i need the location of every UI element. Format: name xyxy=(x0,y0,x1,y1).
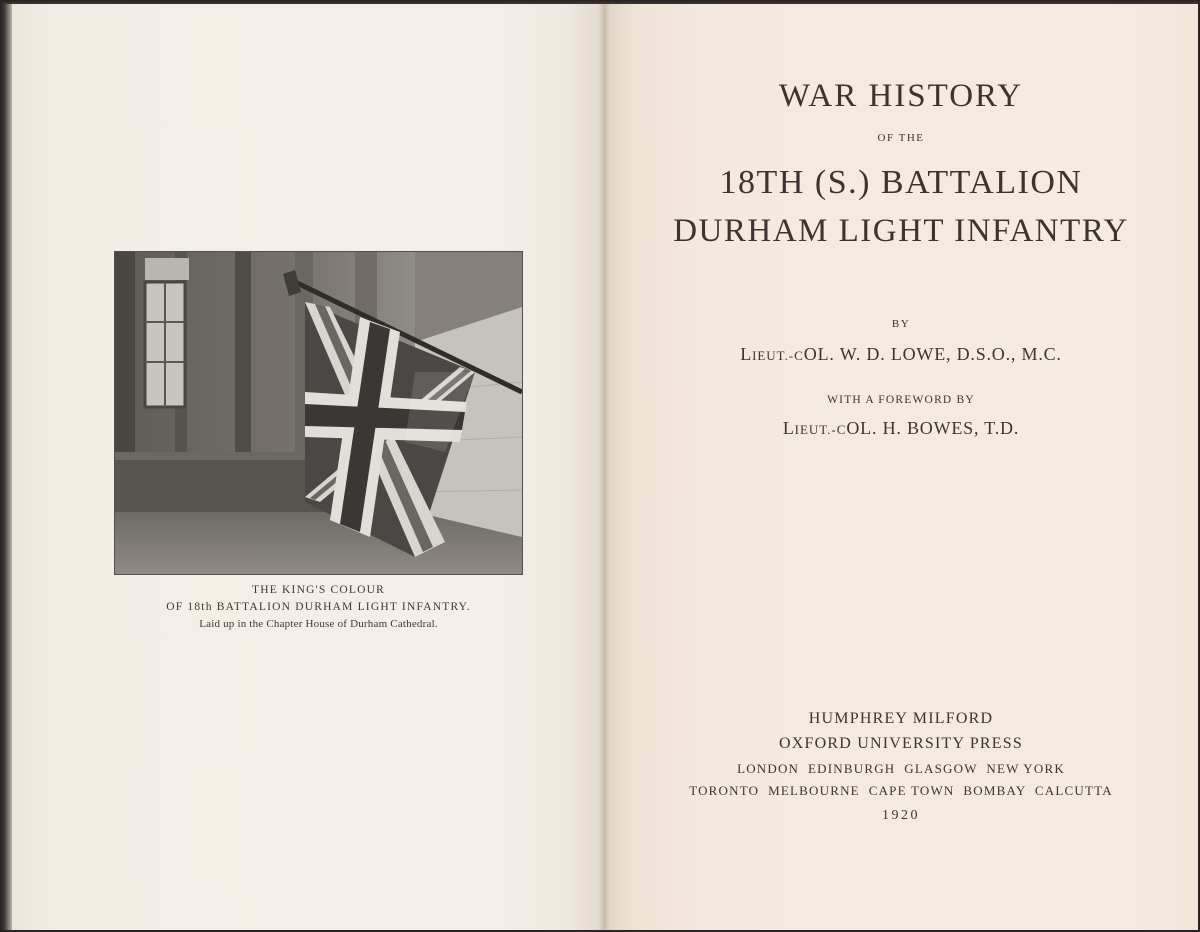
plate-caption-note: Laid up in the Chapter House of Durham Cathedral. xyxy=(199,618,438,630)
publisher-name: HUMPHREY MILFORD xyxy=(808,710,994,727)
foreword-label: WITH A FOREWORD BY xyxy=(827,394,975,406)
plate-caption-title: THE KING'S COLOUR xyxy=(252,584,385,596)
author-line xyxy=(604,344,1198,365)
flag-in-chapter-house-image xyxy=(115,252,522,574)
foreword-rank-initial2: OL. xyxy=(846,418,878,438)
author-rank-rest: IEUT.-C xyxy=(752,348,804,363)
book-title: WAR HISTORY xyxy=(778,78,1024,114)
frontispiece-page xyxy=(12,4,604,930)
foreword-rank-initial: L xyxy=(782,418,795,438)
page-edge xyxy=(4,4,12,930)
press-name: OXFORD UNIVERSITY PRESS xyxy=(779,735,1023,752)
publisher-cities-line-1: LONDON EDINBURGH GLASGOW NEW YORK xyxy=(737,761,1065,776)
foreword-author-name: H. BOWES, T.D. xyxy=(882,418,1020,438)
publication-year: 1920 xyxy=(882,808,920,823)
publisher-cities-line-2: TORONTO MELBOURNE CAPE TOWN BOMBAY CALCUTTA xyxy=(689,783,1113,798)
author-name: W. D. LOWE, D.S.O., M.C. xyxy=(839,344,1062,364)
battalion-name: 18TH (S.) BATTALION xyxy=(719,164,1083,201)
author-rank-initial: L xyxy=(740,344,753,364)
by-line-label: BY xyxy=(891,318,911,330)
regiment-name: DURHAM LIGHT INFANTRY xyxy=(673,213,1129,249)
foreword-author-line xyxy=(604,418,1198,439)
author-rank-initial2: OL. xyxy=(803,344,835,364)
kings-colour-photograph xyxy=(115,252,522,574)
title-connector: OF THE xyxy=(877,132,925,144)
plate-caption-subtitle: OF 18th BATTALION DURHAM LIGHT INFANTRY. xyxy=(166,601,471,613)
title-page xyxy=(604,4,1198,930)
foreword-rank-rest: IEUT.-C xyxy=(794,422,847,437)
